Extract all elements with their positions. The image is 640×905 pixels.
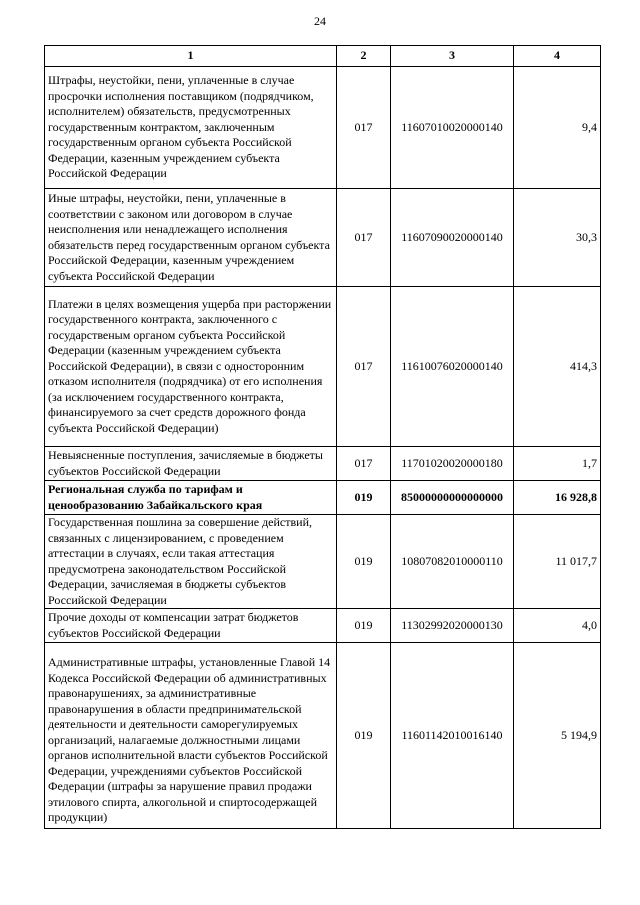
revenue-table <box>44 45 601 829</box>
row-description: Прочие доходы от компенсации затрат бюджетов субъектов Российской Федерации <box>45 609 337 643</box>
header-col-4: 4 <box>514 46 601 67</box>
table-row <box>45 447 601 481</box>
header-col-2: 2 <box>337 46 391 67</box>
table-row <box>45 643 601 829</box>
table-row <box>45 515 601 609</box>
header-col-1: 1 <box>45 46 337 67</box>
table-row <box>45 287 601 447</box>
row-kbk-code: 10807082010000110 <box>391 515 514 609</box>
row-description: Платежи в целях возмещения ущерба при расторжении государственного контракта, заключенного с государственым органом субъекта Российской Федерации (казенным учреждением субъекта Российской Федерации), в связи с односторонним отказом исполнителя (подрядчика) от его исполнения (за исключением государственного контракта, финансируемого за счет средств дорожного фонда субъекта Российской Федерации) <box>45 287 337 447</box>
row-amount: 9,4 <box>514 67 601 189</box>
table-header-row <box>45 46 601 67</box>
table-row-section-header <box>45 481 601 515</box>
row-kbk-code: 11601142010016140 <box>391 643 514 829</box>
table-row <box>45 609 601 643</box>
row-admin-code: 017 <box>337 189 391 287</box>
header-col-3: 3 <box>391 46 514 67</box>
row-amount: 11 017,7 <box>514 515 601 609</box>
row-amount: 414,3 <box>514 287 601 447</box>
row-kbk-code: 85000000000000000 <box>391 481 514 515</box>
row-admin-code: 019 <box>337 515 391 609</box>
row-description: Штрафы, неустойки, пени, уплаченные в случае просрочки исполнения поставщиком (подрядчиком, исполнителем) обязательств, предусмотренных государственным контрактом, заключенным государственным органом субъекта Российской Федерации, казенным учреждением субъекта Российской Федерации <box>45 67 337 189</box>
row-amount: 30,3 <box>514 189 601 287</box>
row-amount: 5 194,9 <box>514 643 601 829</box>
row-admin-code: 019 <box>337 609 391 643</box>
row-admin-code: 019 <box>337 643 391 829</box>
row-description: Государственная пошлина за совершение действий, связанных с лицензированием, с проведением аттестации в случаях, если такая аттестация предусмотрена законодательством Российской Федерации, зачисляемая в бюджеты субъектов Российской Федерации <box>45 515 337 609</box>
table-row <box>45 189 601 287</box>
page-number: 24 <box>314 14 326 28</box>
row-amount: 16 928,8 <box>514 481 601 515</box>
row-admin-code: 017 <box>337 447 391 481</box>
row-kbk-code: 11607010020000140 <box>391 67 514 189</box>
row-kbk-code: 11610076020000140 <box>391 287 514 447</box>
row-description: Невыясненные поступления, зачисляемые в бюджеты субъектов Российской Федерации <box>45 447 337 481</box>
row-kbk-code: 11607090020000140 <box>391 189 514 287</box>
row-kbk-code: 11701020020000180 <box>391 447 514 481</box>
table-row <box>45 67 601 189</box>
row-description: Региональная служба по тарифам и ценообразованию Забайкальского края <box>45 481 337 515</box>
row-admin-code: 019 <box>337 481 391 515</box>
row-admin-code: 017 <box>337 67 391 189</box>
row-amount: 4,0 <box>514 609 601 643</box>
row-kbk-code: 11302992020000130 <box>391 609 514 643</box>
row-amount: 1,7 <box>514 447 601 481</box>
row-description: Административные штрафы, установленные Главой 14 Кодекса Российской Федерации об административных правонарушениях, за административные правонарушения в области предпринимательской деятельности и деятельности саморегулируемых организаций, налагаемые должностными лицами органов исполнительной власти субъектов Российской Федерации, учреждениями субъектов Российской Федерации (штрафы за нарушение правил продажи этилового спирта, алкогольной и спиртосодержащей продукции) <box>45 643 337 829</box>
row-description: Иные штрафы, неустойки, пени, уплаченные в соответствии с законом или договором в случае неисполнения или ненадлежащего исполнения обязательств перед государственным органом субъекта Российской Федерации, казенным учреждением субъекта Российской Федерации <box>45 189 337 287</box>
row-admin-code: 017 <box>337 287 391 447</box>
